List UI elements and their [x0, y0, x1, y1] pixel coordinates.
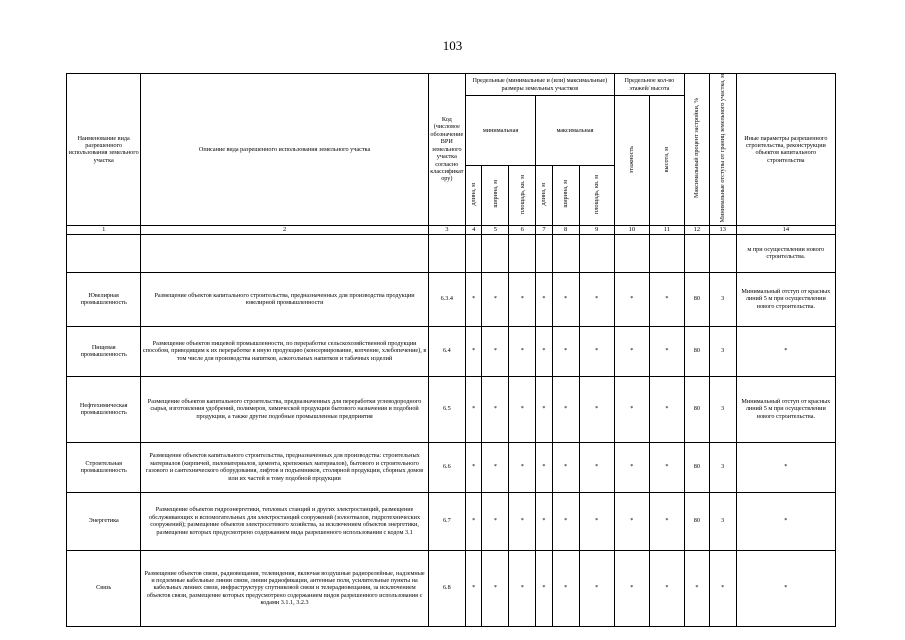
max-percent-cell: 80 [685, 272, 710, 326]
max-percent-cell: * [685, 550, 710, 626]
page-number: 103 [442, 38, 463, 53]
header-min-setback: Минимальные отступы от границ земельного участка, м [719, 74, 726, 223]
parameter-cell: * [465, 376, 482, 442]
parameter-cell: * [649, 326, 684, 376]
min-setback-cell: 3 [709, 376, 736, 442]
column-number: 2 [141, 225, 428, 234]
parameter-cell: * [552, 550, 579, 626]
header-code: Код (числовое обозначение ВРИ земельного участка согласно классификатору) [428, 74, 465, 226]
parameter-cell: * [465, 326, 482, 376]
parameter-cell: * [482, 272, 509, 326]
parameter-cell [614, 234, 649, 272]
parameter-cell: * [482, 550, 509, 626]
column-number: 5 [482, 225, 509, 234]
land-use-table [66, 73, 836, 627]
parameter-cell: * [536, 376, 553, 442]
parameter-cell: * [649, 550, 684, 626]
parameter-cell [465, 234, 482, 272]
parameter-cell: * [649, 376, 684, 442]
other-params-cell: Минимальный отступ от красных линий 5 м при осуществлении нового строительства. [736, 272, 835, 326]
use-description: Размещение объектов гидроэнергетики, тепловых станций и других электростанций, размещение обслуживающих и вспомогательных для электростанций сооружений (золоотвалов, гидротехнических сооружений); размещение объектов электросетевого хозяйства, за исключением объектов энергетики, размещение которых предусмотрено содержанием вида разрешенного использования с кодом 3.1 [141, 492, 428, 550]
parameter-cell: * [465, 550, 482, 626]
use-type-name: Пищевая промышленность [67, 326, 141, 376]
header-description: Описание вида разрешенного использования земельного участка [141, 74, 428, 226]
parameter-cell [509, 234, 536, 272]
parameter-cell: * [509, 376, 536, 442]
use-description: Размещение объектов капитального строительства, предназначенных для переработки углеводородного сырья, изготовления удобрений, полимеров, химической продукции бытового назначения и подобной продукции, а также другие подобные промышленные предприятия [141, 376, 428, 442]
parameter-cell [649, 234, 684, 272]
parameter-cell: * [552, 272, 579, 326]
use-type-name: Ювелирная промышленность [67, 272, 141, 326]
parameter-cell: * [614, 442, 649, 492]
parameter-cell [482, 234, 509, 272]
table-row [67, 550, 836, 626]
min-setback-cell: 3 [709, 272, 736, 326]
use-type-name: Нефтехимическая промышленность [67, 376, 141, 442]
parameter-cell [552, 234, 579, 272]
parameter-cell: * [509, 442, 536, 492]
use-type-name: Строительная промышленность [67, 442, 141, 492]
parameter-cell: * [465, 272, 482, 326]
use-description: Размещение объектов пищевой промышленности, по переработке сельскохозяйственной продукции способом, приводящим к их переработке в иную продукцию (консервирование, копчение, хлебопечение), в том числе для производства напитков, алкогольных напитков и табачных изделий [141, 326, 428, 376]
use-description: Размещение объектов капитального строительства, предназначенных для производства продукции ювелирной промышленности [141, 272, 428, 326]
use-description: Размещение объектов связи, радиовещания, телевидения, включая воздушные радиорелейные, надземные и подземные кабельные линии связи, линии радиофикации, антенные поля, усилительные пункты на кабельных линиях связи, инфраструктуру спутниковой связи и телерадиовещания, за исключением объектов связи, размещение которых предусмотрено содержанием видов разрешенного использования с кодами 3.1.1, 3.2.3 [141, 550, 428, 626]
parameter-cell: * [482, 492, 509, 550]
parameter-cell: * [579, 550, 614, 626]
use-code: 6.5 [428, 376, 465, 442]
table-body [67, 234, 836, 626]
other-params-cell: Минимальный отступ от красных линий 5 м при осуществлении нового строительства. [736, 376, 835, 442]
max-percent-cell: 80 [685, 326, 710, 376]
other-params-cell: * [736, 326, 835, 376]
use-description: Размещение объектов капитального строительства, предназначенных для производства: строительных материалов (кирпичей, пиломатериалов, цемента, крепежных материалов), бытового и строительного газового и сантехнического оборудования, лифтов и подъемников, столярной продукции, сборных домов или их частей и тому подобной продукции [141, 442, 428, 492]
column-number: 14 [736, 225, 835, 234]
max-percent-cell: 80 [685, 492, 710, 550]
header-floors: этажность [628, 145, 636, 173]
header-floors-group: Предельное кол-во этажей/ высота [614, 74, 684, 96]
use-code: 6.8 [428, 550, 465, 626]
use-code: 6.6 [428, 442, 465, 492]
parameter-cell: * [536, 442, 553, 492]
parameter-cell: * [509, 272, 536, 326]
parameter-cell: * [649, 492, 684, 550]
use-type-name: Связь [67, 550, 141, 626]
header-limits: Предельные (минимальные и (или) максимальные) размеры земельных участков [465, 74, 614, 96]
table-row [67, 492, 836, 550]
column-number: 1 [67, 225, 141, 234]
parameter-cell: * [552, 326, 579, 376]
parameter-cell: * [509, 326, 536, 376]
header-name: Наименование вида разрешенного использования земельного участка [67, 74, 141, 226]
use-type-name: Энергетика [67, 492, 141, 550]
table-row [67, 326, 836, 376]
parameter-cell: * [649, 272, 684, 326]
min-setback-cell: * [709, 550, 736, 626]
parameter-cell: * [482, 376, 509, 442]
header-height: высота, м [663, 146, 671, 172]
header-min-length: длина, м [469, 182, 477, 206]
column-number: 13 [709, 225, 736, 234]
use-code: 6.7 [428, 492, 465, 550]
header-min-width: ширина, м [491, 180, 499, 208]
max-percent-cell [685, 234, 710, 272]
use-type-name [67, 234, 141, 272]
parameter-cell: * [579, 442, 614, 492]
column-number: 9 [579, 225, 614, 234]
parameter-cell [579, 234, 614, 272]
column-number: 10 [614, 225, 649, 234]
column-number: 4 [465, 225, 482, 234]
column-number: 8 [552, 225, 579, 234]
parameter-cell: * [465, 442, 482, 492]
column-number: 6 [509, 225, 536, 234]
min-setback-cell: 3 [709, 326, 736, 376]
other-params-cell: * [736, 550, 835, 626]
use-code: 6.4 [428, 326, 465, 376]
parameter-cell: * [552, 492, 579, 550]
parameter-cell: * [579, 492, 614, 550]
parameter-cell: * [509, 492, 536, 550]
other-params-cell: * [736, 492, 835, 550]
parameter-cell: * [614, 376, 649, 442]
use-code [428, 234, 465, 272]
parameter-cell: * [536, 326, 553, 376]
parameter-cell: * [482, 442, 509, 492]
other-params-cell: м при осуществлении нового строительства. [736, 234, 835, 272]
column-number: 11 [649, 225, 684, 234]
parameter-cell: * [614, 492, 649, 550]
parameter-cell: * [552, 442, 579, 492]
parameter-cell: * [536, 272, 553, 326]
parameter-cell: * [465, 492, 482, 550]
parameter-cell: * [614, 550, 649, 626]
parameter-cell: * [482, 326, 509, 376]
table-row [67, 234, 836, 272]
max-percent-cell: 80 [685, 442, 710, 492]
parameter-cell: * [536, 550, 553, 626]
parameter-cell [536, 234, 553, 272]
column-number-row [67, 225, 836, 234]
header-maximal: максимальная [536, 96, 615, 166]
column-number: 3 [428, 225, 465, 234]
use-code: 6.3.4 [428, 272, 465, 326]
parameter-cell: * [509, 550, 536, 626]
header-max-area: площадь, кв. м [592, 174, 600, 214]
table-row [67, 272, 836, 326]
header-minimal: минимальная [465, 96, 535, 166]
header-max-length: длина, м [540, 182, 548, 206]
column-number: 12 [685, 225, 710, 234]
parameter-cell: * [552, 376, 579, 442]
use-description [141, 234, 428, 272]
min-setback-cell: 3 [709, 492, 736, 550]
max-percent-cell: 80 [685, 376, 710, 442]
min-setback-cell: 3 [709, 442, 736, 492]
parameter-cell: * [579, 376, 614, 442]
header-max-width: ширина, м [561, 180, 569, 208]
table-row [67, 442, 836, 492]
parameter-cell: * [649, 442, 684, 492]
header-other: Иные параметры разрешенного строительства, реконструкции объектов капитального строительства [736, 74, 835, 226]
table-row [67, 376, 836, 442]
header-min-area: площадь, кв. м [518, 174, 526, 214]
min-setback-cell [709, 234, 736, 272]
parameter-cell: * [536, 492, 553, 550]
column-number: 7 [536, 225, 553, 234]
parameter-cell: * [579, 326, 614, 376]
parameter-cell: * [614, 326, 649, 376]
parameter-cell: * [614, 272, 649, 326]
parameter-cell: * [579, 272, 614, 326]
header-max-percent: Максимальный процент застройки, % [693, 98, 701, 199]
other-params-cell: * [736, 442, 835, 492]
